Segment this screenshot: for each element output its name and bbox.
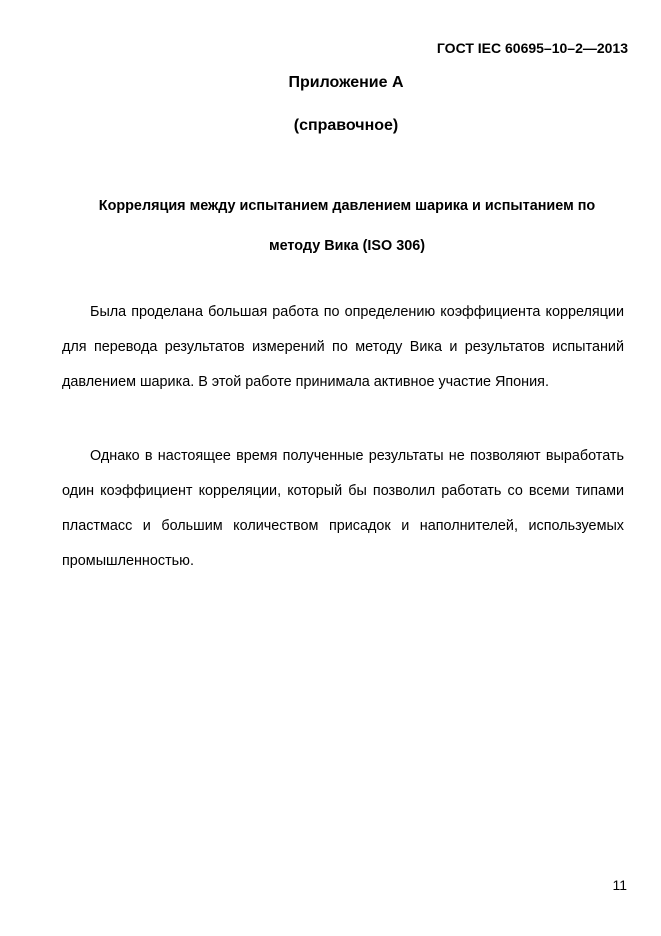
body-paragraph-2 [62, 439, 624, 579]
paragraph-text: Однако в настоящее время полученные результаты не позволяют выработать один коэффициент корреляции, который бы позволил работать со всеми типами пластмасс и большим количеством присадок и наполнителей, используемых промышленностью. [62, 448, 624, 569]
body-paragraph-1 [62, 295, 624, 400]
annex-status: (справочное) [293, 117, 399, 134]
page-number: 11 [612, 877, 627, 893]
section-title-line-1: Корреляция между испытанием давлением шарика и испытанием по [98, 198, 596, 214]
document-code: ГОСТ IEC 60695–10–2—2013 [436, 40, 628, 56]
annex-title: Приложение А [288, 74, 404, 91]
section-title-line-2: методу Вика (ISO 306) [268, 238, 426, 254]
section-title [66, 186, 628, 266]
paragraph-text: Была проделана большая работа по определению коэффициента корреляции для перевода результатов измерений по методу Вика и результатов испытаний давлением шарика. В этой работе принимала активное участие Япония. [62, 304, 624, 390]
